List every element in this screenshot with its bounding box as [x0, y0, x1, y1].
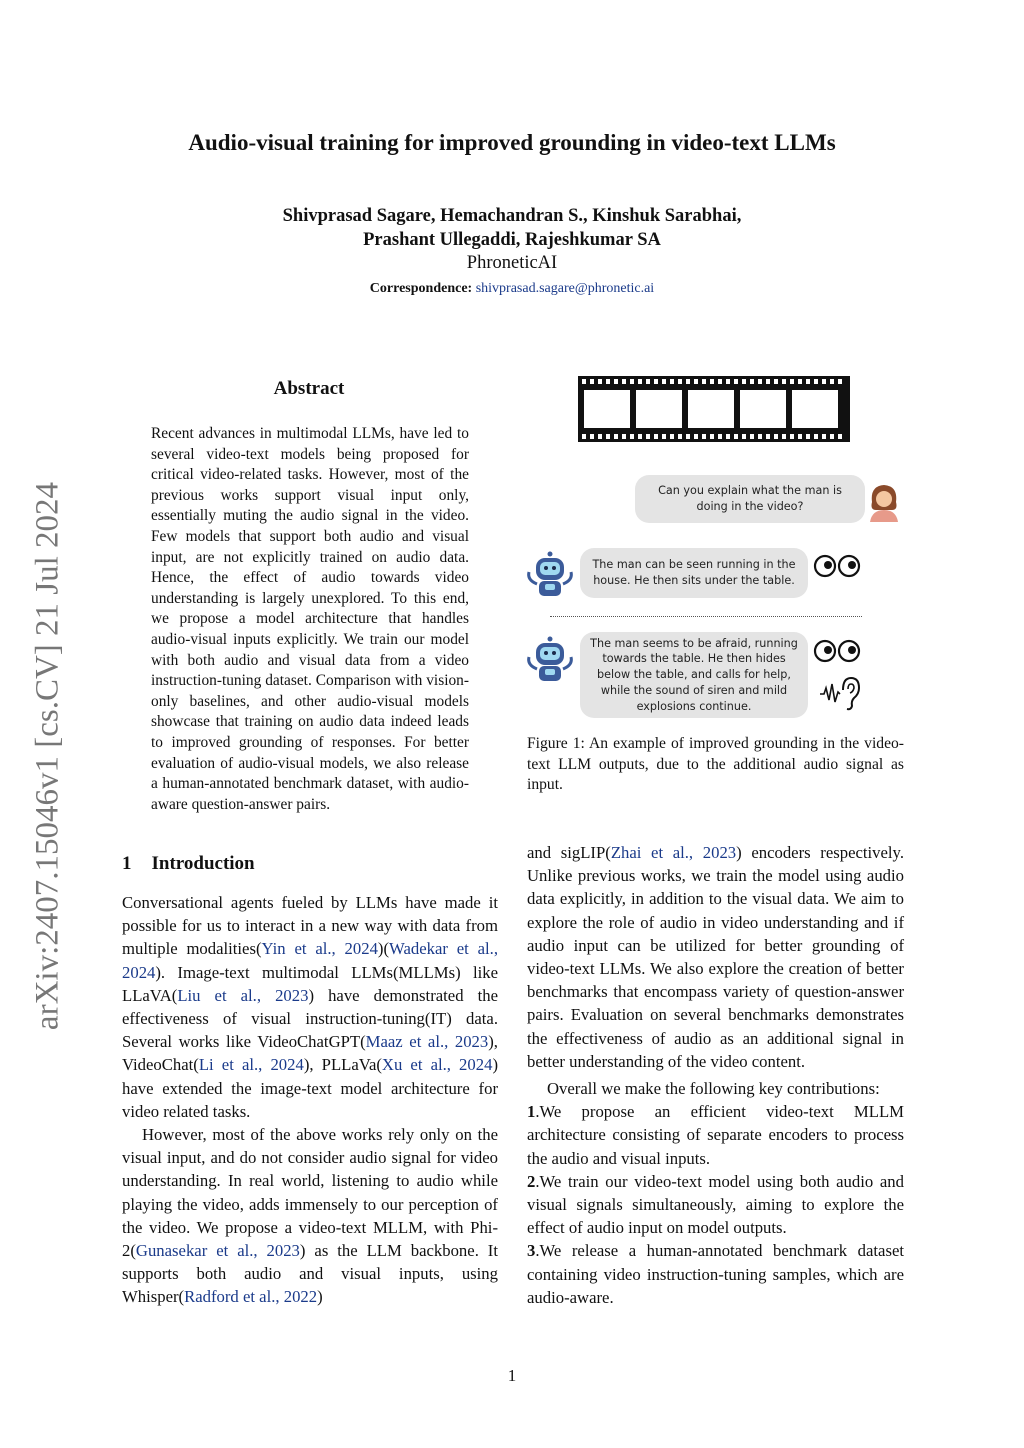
citation-link[interactable]: Yin et al., 2024 — [261, 939, 378, 959]
section-title: Introduction — [151, 853, 255, 874]
ear-sound-icon — [818, 674, 862, 712]
contribution-item — [527, 1100, 904, 1170]
eyes-icon — [813, 638, 863, 664]
robot-icon — [525, 550, 575, 602]
citation-link[interactable]: Wadekar et al., 2024 — [122, 939, 499, 982]
contribution-text: .We propose an efficient video-text MLLM architecture consisting of separate encoders to process the audio and visual inputs. — [527, 1102, 904, 1168]
contribution-text: .We train our video-text model using both audio and visual signals simultaneously, aiming to explore the effect of audio input on model outputs. — [527, 1171, 904, 1238]
text-run: ), VideoChat( — [122, 1032, 498, 1075]
section-number: 1 — [122, 853, 132, 874]
robot-icon — [525, 635, 575, 687]
figure-1 — [520, 370, 910, 725]
text-run: However, most of the above works rely only on the visual input, and do not consider audio signal for video understanding. In real world, listening to audio while playing the video, adds immensely to our perception of the video. We propose a video-text MLLM, with Phi-2( — [122, 1125, 498, 1261]
contribution-number: 3 — [527, 1241, 536, 1261]
contribution-item — [527, 1239, 904, 1309]
eyes-icon — [813, 553, 863, 579]
citation-link[interactable]: Zhai et al., 2023 — [610, 843, 737, 862]
film-strip-icon — [578, 376, 850, 442]
citation-link[interactable]: Liu et al., 2023 — [177, 985, 309, 1005]
author-list — [0, 204, 1024, 252]
affiliation: PhroneticAI — [466, 253, 558, 273]
correspondence — [0, 281, 1024, 297]
citation-link[interactable]: Gunasekar et al., 2023 — [135, 1241, 300, 1261]
text-run: )( — [377, 939, 390, 959]
abstract-heading: Abstract — [273, 378, 345, 399]
correspondence-email-link[interactable]: shivprasad.sagare@phronetic.ai — [475, 281, 655, 296]
correspondence-label: Correspondence: — [369, 281, 473, 296]
text-run: ) as the LLM backbone. It supports both audio and visual inputs, using Whisper( — [122, 1241, 498, 1307]
text-run: ) — [317, 1287, 323, 1307]
user-avatar-icon — [864, 480, 904, 522]
citation-link[interactable]: Radford et al., 2022 — [184, 1287, 318, 1307]
contribution-list — [527, 1100, 904, 1309]
abstract-text: Recent advances in multimodal LLMs, have led to several video-text models being proposed for critical video-related tasks. However, most of the previous works support visual input only, essentially muting the audio signal in the video. Few models that support both audio and visual input, are not explicitly trained on audio data. Hence, the effect of audio towards video understanding is largely unexplored. To this end, we propose a model architecture that handles audio-visual inputs explicitly. We train our model with both audio and visual data from a video instruction-tuning dataset. Comparison with vision-only baselines, and other audio-visual models showcase that training on audio data indeed leads to improved grounding of responses. For better evaluation of audio-visual models, we also release a human-annotated benchmark dataset, with audio-aware question-answer pairs. — [151, 425, 469, 813]
contribution-number: 2 — [527, 1171, 536, 1191]
contribution-number: 1 — [527, 1102, 536, 1122]
authors-line-1: Shivprasad Sagare, Hemachandran S., Kinshuk Sarabhai, — [282, 206, 742, 226]
intro-right-column — [527, 841, 904, 1309]
arxiv-identifier: arXiv:2407.15046v1 [cs.CV] 21 Jul 2024 — [29, 481, 66, 1031]
intro-paragraph-1 — [122, 891, 498, 1123]
text-run: and sigLIP( — [527, 843, 611, 862]
text-run: Conversational agents fueled by LLMs have made it possible for us to interact in a new way with data from multiple modalities( — [122, 893, 498, 959]
text-run: ) have demonstrated the effectiveness of visual instruction-tuning(IT) data. Several works like VideoChatGPT( — [122, 985, 498, 1052]
audio-visual-answer-bubble: The man seems to be afraid, running towards the table. He then hides below the table, and calls for help, while the sound of siren and mild explosions continue. — [580, 632, 808, 718]
citation-link[interactable]: Li et al., 2024 — [198, 1055, 304, 1075]
visual-only-answer-bubble: The man can be seen running in the house. He then sits under the table. — [580, 548, 808, 598]
text-run: ) have extended the image-text model architecture for video related tasks. — [122, 1055, 498, 1121]
intro-paragraph-4 — [527, 1077, 904, 1100]
contribution-item — [527, 1170, 904, 1240]
intro-left-column — [122, 891, 498, 1309]
paper-title: Audio-visual training for improved grounding in video-text LLMs — [188, 130, 836, 155]
section-heading-introduction — [122, 853, 255, 875]
page-number: 1 — [507, 1366, 517, 1385]
figure-divider — [550, 616, 862, 617]
text-run: ) encoders respectively. Unlike previous works, we train the model using audio data explicitly, in addition to the visual data. We aim to explore the role of audio in video understanding and if audio input can be utilized for better grounding of video-text LLMs. We also explore the creation of better benchmarks that encompass variety of question-answer pairs. Evaluation on several benchmarks demonstrates the effectiveness of audio as an additional signal in better understanding of the video content. — [527, 843, 904, 1071]
citation-link[interactable]: Maaz et al., 2023 — [365, 1032, 489, 1052]
authors-line-2: Prashant Ullegaddi, Rajeshkumar SA — [363, 230, 661, 250]
contribution-text: .We release a human-annotated benchmark dataset containing video instruction-tuning samples, which are audio-aware. — [527, 1241, 904, 1307]
figure-1-caption: Figure 1: An example of improved grounding in the video-text LLM outputs, due to the additional audio signal as input. — [527, 735, 904, 794]
text-run: Overall we make the following key contributions: — [547, 1079, 880, 1099]
intro-paragraph-2 — [122, 1123, 498, 1309]
text-run: ). Image-text multimodal LLMs(MLLMs) like LLaVA( — [122, 962, 498, 1005]
intro-paragraph-3 — [527, 841, 904, 1073]
citation-link[interactable]: Xu et al., 2024 — [381, 1055, 493, 1075]
user-question-bubble: Can you explain what the man is doing in the video? — [635, 475, 865, 523]
text-run: ), PLLaVa( — [303, 1055, 382, 1075]
